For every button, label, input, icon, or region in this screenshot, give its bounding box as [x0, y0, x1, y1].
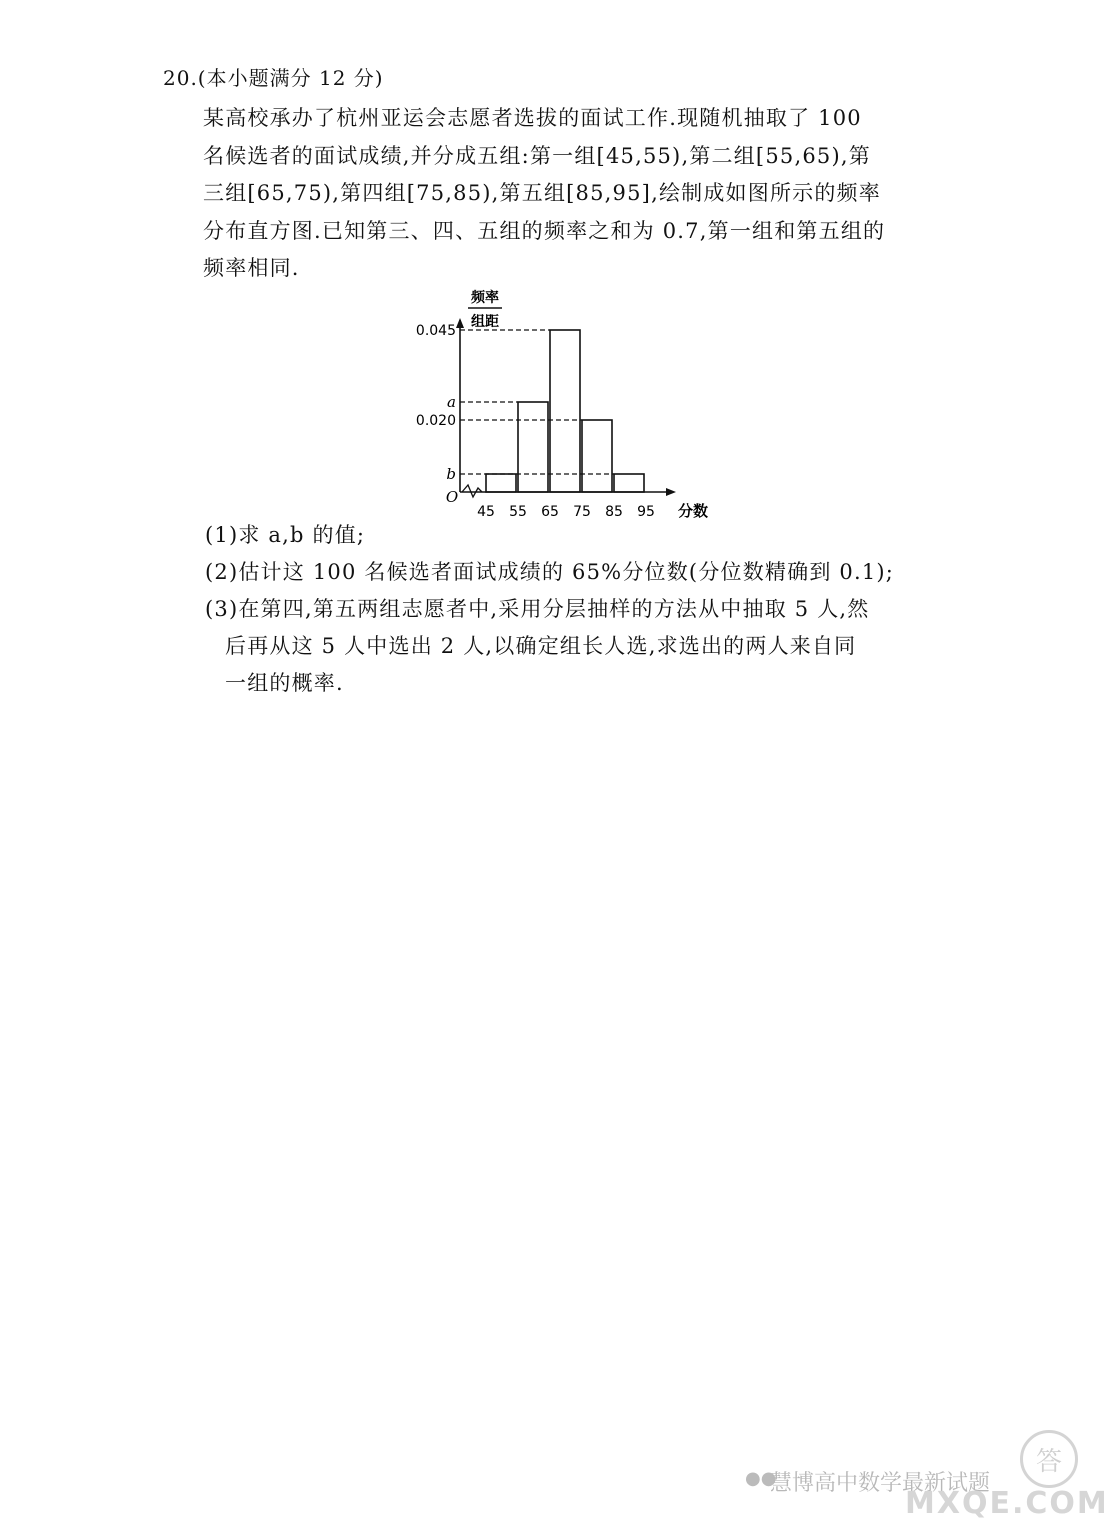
histogram-bar: [614, 474, 644, 492]
frequency-histogram: [400, 284, 710, 524]
watermark-badge: 答: [1020, 1430, 1078, 1488]
histogram-bar: [582, 420, 612, 492]
x-tick-label: 95: [637, 504, 655, 520]
x-axis-arrow: [666, 488, 676, 496]
x-tick-label: 75: [573, 504, 591, 520]
watermark-account: 慧博高中数学最新试题: [770, 1471, 991, 1496]
sub-question-text: 一组的概率.: [225, 671, 344, 695]
y-tick-label: a: [447, 393, 456, 411]
stem-line: 名候选者的面试成绩,并分成五组:第一组[45,55),第二组[55,65),第: [203, 143, 871, 168]
sub-question-1: [205, 517, 915, 554]
stem-line: 分布直方图.已知第三、四、五组的频率之和为 0.7,第一组和第五组的: [203, 218, 886, 243]
question-stem: [203, 100, 915, 288]
stem-line: 某高校承办了杭州亚运会志愿者选拔的面试工作.现随机抽取了 100: [203, 106, 862, 130]
sub-question-text: 后再从这 5 人中选出 2 人,以确定组长人选,求选出的两人来自同: [225, 634, 857, 658]
y-tick-label: 0.045: [415, 323, 456, 339]
wechat-icon: ●●: [745, 1468, 777, 1489]
sub-question-text: (2)估计这 100 名候选者面试成绩的 65%分位数(分位数精确到 0.1);: [205, 560, 895, 584]
histogram-bar: [550, 330, 580, 492]
y-axis-arrow: [456, 318, 464, 328]
sub-question-text: (3)在第四,第五两组志愿者中,采用分层抽样的方法从中抽取 5 人,然: [205, 597, 870, 621]
sub-question-3: [205, 591, 915, 702]
origin-label: O: [445, 488, 459, 506]
y-axis-label-numerator: 频率: [471, 290, 499, 306]
histogram-bar: [486, 474, 516, 492]
sub-question-text: (1)求 a,b 的值;: [205, 523, 366, 547]
axis-break-mark: [462, 485, 482, 497]
x-axis-label: 分数: [678, 502, 709, 520]
question-number-heading: 20.(本小题满分 12 分): [163, 66, 384, 90]
stem-line: 频率相同.: [203, 256, 300, 280]
x-tick-label: 55: [509, 504, 527, 520]
y-tick-label: 0.020: [415, 413, 456, 429]
y-axis-label-denominator: 组距: [471, 314, 499, 330]
x-tick-label: 85: [605, 504, 623, 520]
x-tick-label: 45: [477, 504, 495, 520]
watermark-site: MXQE.COM: [905, 1486, 1109, 1521]
stem-line: 三组[65,75),第四组[75,85),第五组[85,95],绘制成如图所示的频率: [203, 181, 881, 205]
histogram-bar: [518, 402, 548, 492]
sub-question-2: [205, 554, 915, 591]
x-tick-label: 65: [541, 504, 559, 520]
y-tick-label: b: [446, 465, 456, 483]
